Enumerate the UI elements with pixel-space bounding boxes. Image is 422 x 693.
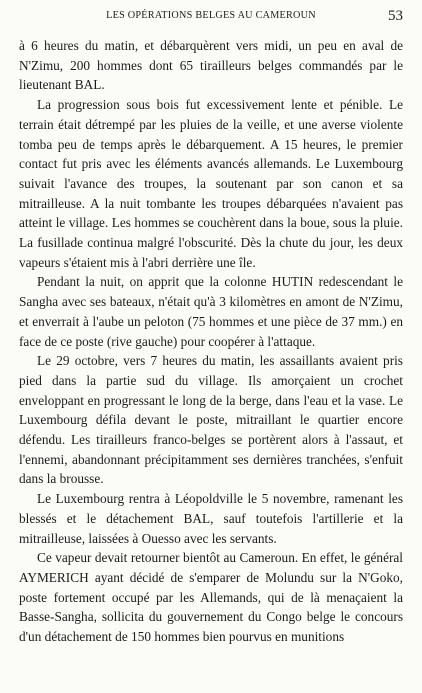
paragraph-4: Le 29 octobre, vers 7 heures du matin, les assaillants avaient pris pied dans la partie sud du village. Ils amorçaient un crochet enveloppant en progressant le long de la berge, dans l'eau et la vase. Le Luxembourg défila devant le poste, mitraillant le quartier encore défendu. Les tirailleurs franco-belges se portèrent alors à l'assaut, et l'ennemi, abandonnant précipitamment ses dernières tranchées, s'enfuit dans la brousse. — [19, 353, 403, 487]
running-head: LES OPÉRATIONS BELGES AU CAMEROUN — [106, 10, 316, 21]
page-header — [19, 8, 403, 30]
body-text — [19, 36, 403, 647]
paragraph-2: La progression sous bois fut excessivement lente et pénible. Le terrain était détrempé par les pluies de la veille, et une averse violente tomba peu de temps après le débarquement. A 15 heures, le premier contact fut pris avec les éléments avancés allemands. Le Luxembourg suivait l'avance des troupes, la soutenant par son canon et sa mitrailleuse. A la nuit tombante les troupes débarquées n'avaient pas atteint le village. Les hommes se couchèrent dans la boue, sous la pluie. La fusillade continua malgré l'obscurité. Dès la chute du jour, les deux vapeurs s'étaient mis à l'abri derrière une île. — [19, 97, 403, 270]
paragraph-5: Le Luxembourg rentra à Léopoldville le 5 novembre, ramenant les blessés et le détachement BAL, sauf toutefois l'artillerie et la mitrailleuse, laissées à Ouesso avec les servants. — [19, 491, 403, 546]
paragraph-3: Pendant la nuit, on apprit que la colonne HUTIN redescendant le Sangha avec ses bateaux, n'était qu'à 3 kilomètres en amont de N'Zimu, et enverrait à l'aube un peloton (75 hommes et une pièce de 37 mm.) en face de ce poste (rive gauche) pour coopérer à l'attaque. — [19, 274, 403, 349]
page-number: 53 — [388, 8, 403, 24]
paragraph-6: Ce vapeur devait retourner bientôt au Cameroun. En effet, le général AYMERICH ayant décidé de s'emparer de Molundu sur la N'Goko, poste fortement occupé par les Allemands, qui de là menaçaient la Basse-Sangha, sollicita du gouvernement du Congo belge le concours d'un détachement de 150 hommes bien pourvus en munitions — [19, 550, 403, 645]
paragraph-1: à 6 heures du matin, et débarquèrent vers midi, un peu en aval de N'Zimu, 200 hommes dont 65 tirailleurs belges commandés par le lieutenant BAL. — [19, 38, 403, 93]
